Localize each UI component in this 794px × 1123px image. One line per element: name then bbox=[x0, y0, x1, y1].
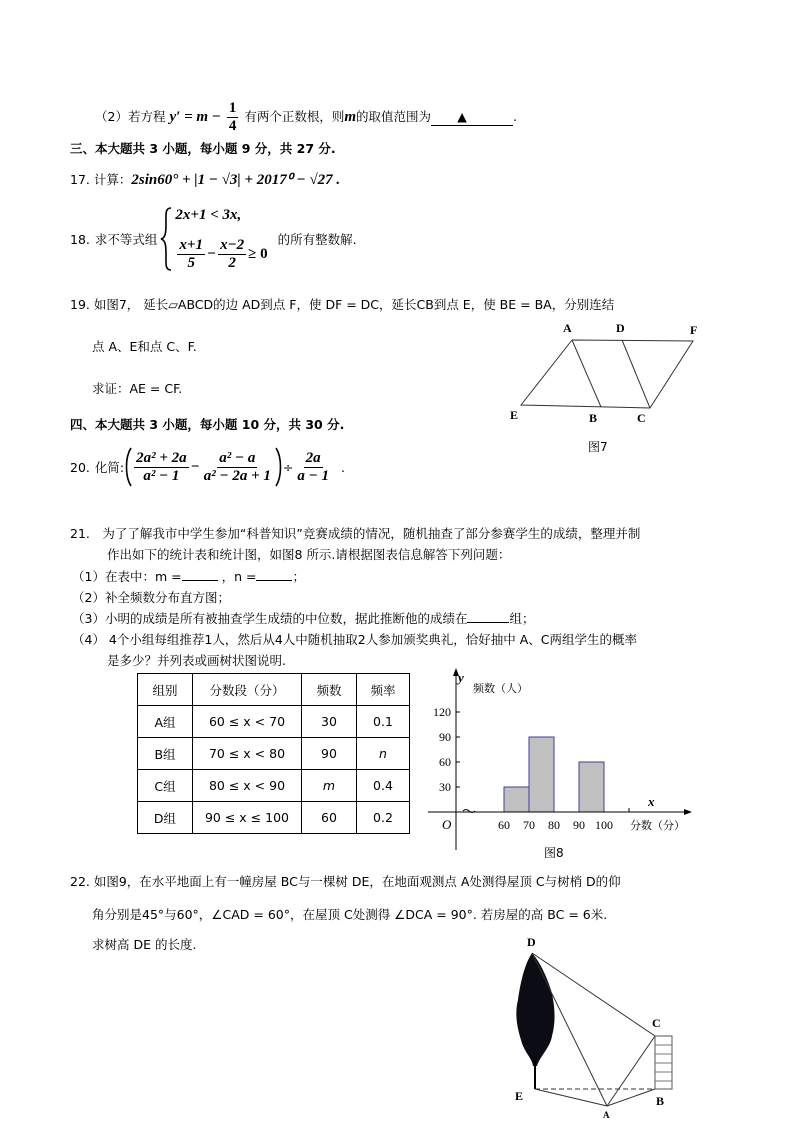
segment-CA bbox=[607, 1036, 655, 1106]
cell: m bbox=[302, 770, 357, 802]
text: 化简: bbox=[94, 460, 125, 475]
y-tick-label: 120 bbox=[433, 705, 451, 719]
label-B: B bbox=[656, 1094, 665, 1108]
denominator: 2 bbox=[228, 255, 236, 271]
label-E: E bbox=[510, 408, 519, 422]
x-tick-label: 80 bbox=[548, 818, 560, 832]
q-num: 18. bbox=[70, 231, 90, 247]
var: m bbox=[344, 109, 357, 125]
x-tick-label: 70 bbox=[523, 818, 535, 832]
q19-line3: 求证：AE = CF. bbox=[92, 381, 183, 396]
header-cell: 组别 bbox=[138, 674, 193, 706]
cell: 90 ≤ x ≤ 100 bbox=[193, 802, 302, 834]
q22-line3: 求树高 DE 的长度. bbox=[92, 937, 197, 952]
op: ≥ 0 bbox=[248, 246, 268, 262]
y-tick-label: 60 bbox=[439, 755, 451, 769]
cell: 30 bbox=[302, 706, 357, 738]
numerator: a² − a bbox=[219, 449, 256, 466]
text: （1）在表中：m = bbox=[72, 569, 182, 584]
op: − bbox=[206, 246, 217, 262]
numerator: x−2 bbox=[220, 237, 245, 253]
y-tick-label: 30 bbox=[439, 780, 451, 794]
q21-part2: （2）补全频数分布直方图； bbox=[72, 590, 230, 605]
denominator: a² − 1 bbox=[143, 467, 180, 484]
y-axis-symbol: y bbox=[458, 670, 464, 685]
y-axis-label: 频数（人） bbox=[473, 682, 528, 695]
figure7-caption: 图7 bbox=[588, 440, 608, 454]
x-tick-label: 60 bbox=[498, 818, 510, 832]
text: （3）小明的成绩是所有被抽查学生成绩的中位数，据此推断他的成绩在 bbox=[72, 611, 468, 626]
cell: n bbox=[357, 738, 410, 770]
section4-title: 四、本大题共 3 小题，每小题 10 分，共 30 分. bbox=[70, 417, 345, 432]
cell: 0.2 bbox=[357, 802, 410, 834]
label-F: F bbox=[690, 323, 698, 337]
x-tick-label: 100 bbox=[595, 818, 613, 832]
q21-line2: 作出如下的统计表和统计图，如图8 所示.请根据图表信息解答下列问题： bbox=[107, 547, 511, 562]
inequality-1: 2x+1 < 3x, bbox=[175, 207, 242, 223]
text: ； bbox=[292, 569, 305, 584]
section3-title: 三、本大题共 3 小题，每小题 9 分，共 27 分. bbox=[70, 141, 336, 156]
q-num: 17. bbox=[70, 172, 90, 187]
label-B: B bbox=[589, 411, 598, 425]
denominator: a − 1 bbox=[297, 467, 329, 484]
text: ，n = bbox=[221, 569, 257, 584]
figure8-caption: 图8 bbox=[544, 846, 564, 860]
cell: 0.1 bbox=[357, 706, 410, 738]
cell: B组 bbox=[138, 738, 193, 770]
cell: 70 ≤ x < 80 bbox=[193, 738, 302, 770]
label-C: C bbox=[652, 1016, 661, 1030]
label-D: D bbox=[527, 935, 536, 949]
text: . bbox=[513, 109, 518, 124]
q21-part4: （4） 4个小组每组推荐1人，然后从4人中随机抽取2人参加颁奖典礼，恰好抽中 A、C两组学生的概率 bbox=[72, 632, 637, 647]
cell: A组 bbox=[138, 706, 193, 738]
label-D: D bbox=[616, 321, 625, 335]
expression: 2sin60° + |1 − √3| + 2017⁰ − √27 . bbox=[131, 172, 341, 188]
segment-EA bbox=[535, 1089, 607, 1106]
tree-icon bbox=[516, 953, 554, 1066]
label-A: A bbox=[603, 1110, 610, 1120]
text: 的取值范围为 bbox=[356, 109, 432, 124]
cell: 80 ≤ x < 90 bbox=[193, 770, 302, 802]
text: 求不等式组 bbox=[94, 232, 158, 247]
equation: y′ = m − bbox=[169, 109, 221, 125]
q19-line1: 19. 如图7， 延长▱ABCD的边 AD到点 F，使 DF = DC，延长CB到点 E，使 BE = BA，分别连结 bbox=[70, 297, 615, 312]
origin-label: O bbox=[442, 817, 452, 832]
header-cell: 频数 bbox=[302, 674, 357, 706]
triangle-icon: ▲ bbox=[457, 109, 467, 124]
denominator: 5 bbox=[187, 255, 195, 271]
numerator: 2a² + 2a bbox=[136, 449, 187, 466]
op: − bbox=[190, 458, 200, 475]
text: 有两个正数根，则 bbox=[244, 109, 345, 124]
text: 的所有整数解. bbox=[277, 232, 357, 247]
q21-part4-line2: 是多少？并列表或画树状图说明. bbox=[107, 653, 286, 668]
text: . bbox=[340, 459, 345, 475]
numerator: 1 bbox=[228, 100, 237, 116]
cell: C组 bbox=[138, 770, 193, 802]
x-axis-label: 分数（分） bbox=[630, 819, 685, 832]
cell: 60 ≤ x < 70 bbox=[193, 706, 302, 738]
cell: 0.4 bbox=[357, 770, 410, 802]
x-tick-label: 90 bbox=[573, 818, 585, 832]
numerator: 2a bbox=[305, 449, 321, 466]
header-cell: 分数段（分） bbox=[193, 674, 302, 706]
y-tick-label: 90 bbox=[439, 730, 451, 744]
label-C: C bbox=[637, 411, 646, 425]
denominator: a² − 2a + 1 bbox=[203, 467, 271, 484]
house-floors bbox=[655, 1045, 672, 1081]
label-E: E bbox=[515, 1089, 524, 1103]
q-num: 20. bbox=[70, 459, 90, 475]
q22-line2: 角分别是45°与60°，∠CAD = 60°，在屋顶 C处测得 ∠DCA = 90°. 若房屋的高 BC = 6米. bbox=[92, 907, 608, 922]
text: （2）若方程 bbox=[95, 109, 166, 124]
header-cell: 频率 bbox=[357, 674, 410, 706]
denominator: 4 bbox=[228, 118, 237, 134]
text: 计算： bbox=[93, 172, 132, 187]
x-axis-symbol: x bbox=[648, 794, 655, 809]
q19-line2: 点 A、E和点 C、F. bbox=[92, 339, 197, 354]
label-A: A bbox=[563, 321, 572, 335]
numerator: x+1 bbox=[179, 237, 203, 253]
cell: D组 bbox=[138, 802, 193, 834]
cell: 90 bbox=[302, 738, 357, 770]
text: 组； bbox=[509, 611, 535, 626]
q21-line1: 21. 为了了解我市中学生参加“科普知识”竞赛成绩的情况，随机抽查了部分参赛学生的成绩，整理并制 bbox=[70, 526, 641, 541]
q22-line1: 22. 如图9，在水平地面上有一幢房屋 BC与一棵树 DE，在地面观测点 A处测得屋顶 C与树梢 D的仰 bbox=[70, 874, 621, 889]
op: ÷ bbox=[282, 459, 294, 475]
cell: 60 bbox=[302, 802, 357, 834]
segment-BA bbox=[607, 1089, 655, 1106]
